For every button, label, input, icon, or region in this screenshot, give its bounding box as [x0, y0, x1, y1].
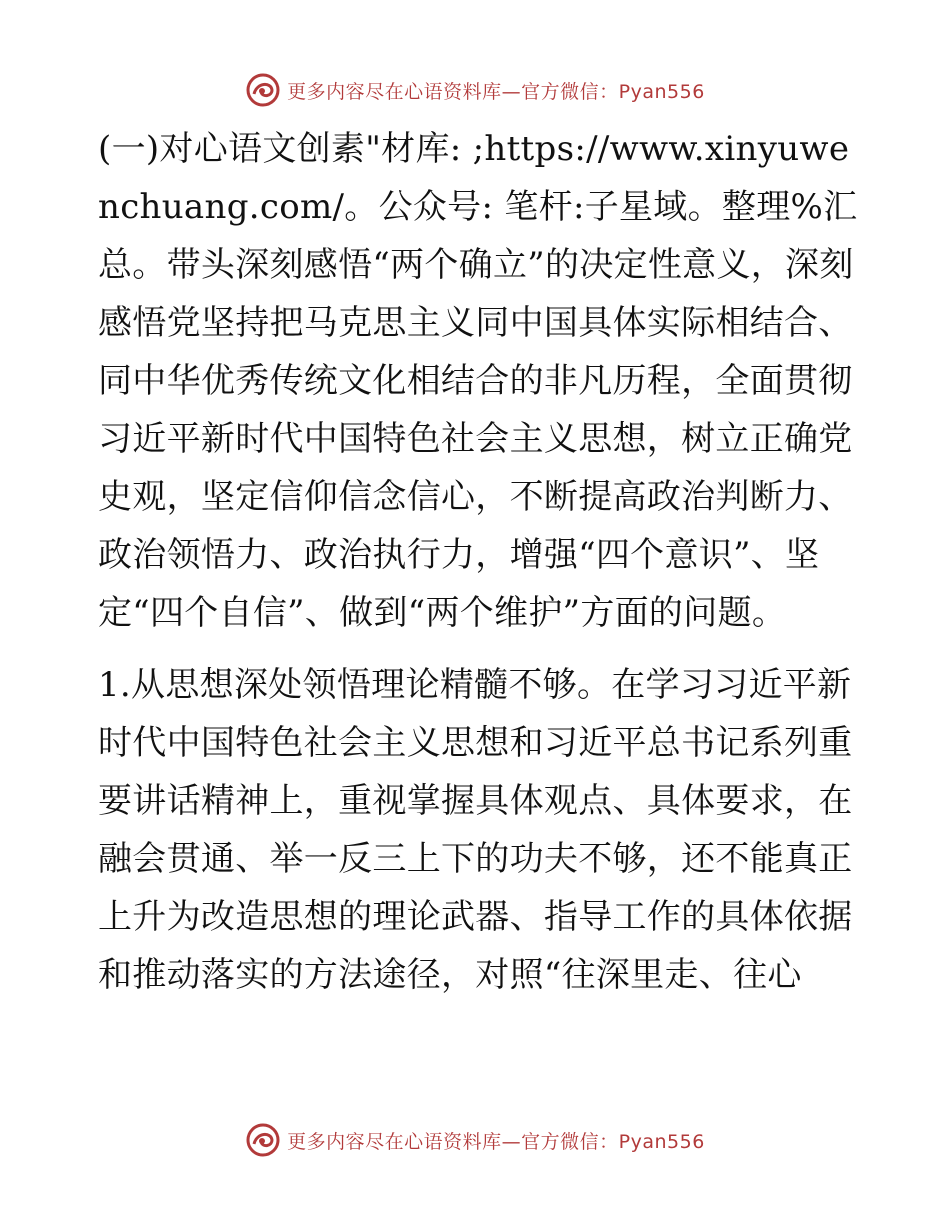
red-swirl-logo-icon: [245, 1122, 281, 1158]
footer-watermark: [0, 1118, 950, 1162]
watermark-text: [287, 77, 705, 104]
watermark-account: Pyan556: [618, 1130, 705, 1153]
paragraph-1: (一)对心语文创素"材库: ;https://www.xinyuwenchuang.com/。公众号: 笔杆:子星域。整理%汇总。带头深刻感悟“两个确立”的决定性意义，深刻感悟党坚持把马克思主义同中国具体实际相结合、同中华优秀传统文化相结合的非凡历程，全面贯彻习近平新时代中国特色社会主义思想，树立正确党史观，坚定信仰信念信心，不断提高政治判断力、政治领悟力、政治执行力，增强“四个意识”、坚定“四个自信”、做到“两个维护”方面的问题。: [98, 129, 858, 633]
red-swirl-logo-icon: [245, 72, 281, 108]
watermark-label: 更多内容尽在心语资料库—官方微信：: [287, 1130, 619, 1153]
document-body: [98, 120, 858, 1004]
paragraph-2: 1.从思想深处领悟理论精髓不够。在学习习近平新时代中国特色社会主义思想和习近平总书记系列重要讲话精神上，重视掌握具体观点、具体要求，在融会贯通、举一反三上下的功夫不够，还不能真正上升为改造思想的理论武器、指导工作的具体依据和推动落实的方法途径，对照“往深里走、往心: [98, 665, 853, 995]
watermark-label: 更多内容尽在心语资料库—官方微信：: [287, 80, 619, 103]
header-watermark: [0, 68, 950, 112]
watermark-text: [287, 1127, 705, 1154]
watermark-account: Pyan556: [618, 80, 705, 103]
